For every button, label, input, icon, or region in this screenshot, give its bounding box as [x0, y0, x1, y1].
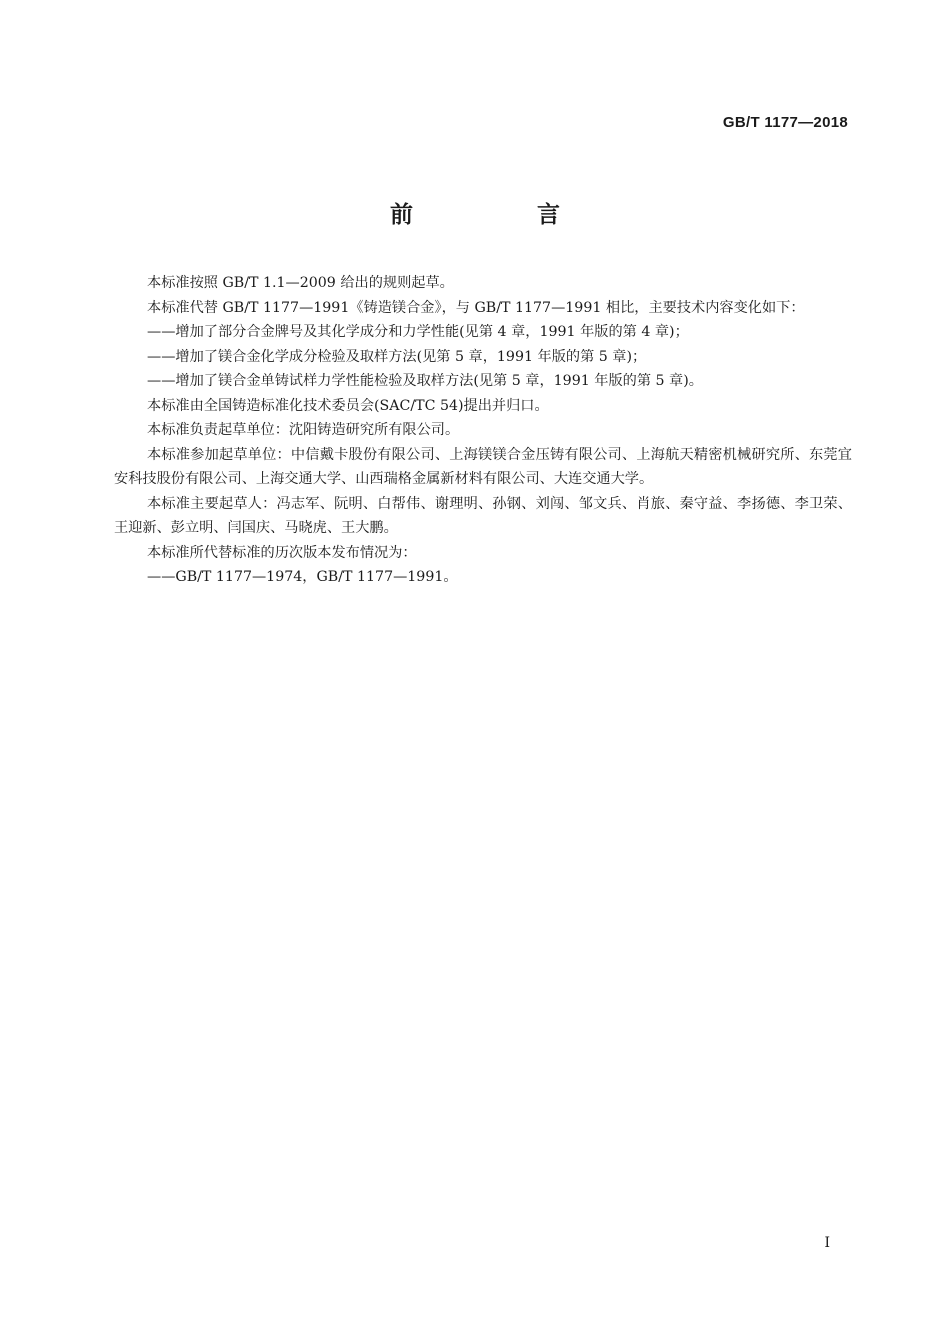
paragraph-responsible-unit: 本标准负责起草单位：沈阳铸造研究所有限公司。	[147, 422, 460, 438]
paragraph-change-item: ——增加了部分合金牌号及其化学成分和力学性能(见第 4 章，1991 年版的第 4 章)；	[147, 324, 689, 340]
paragraph-history-item: ——GB/T 1177—1974，GB/T 1177—1991。	[147, 569, 458, 585]
paragraph-drafting-rules: 本标准按照 GB/T 1.1—2009 给出的规则起草。	[147, 275, 454, 291]
foreword-body	[114, 271, 852, 590]
paragraph-change-item: ——增加了镁合金单铸试样力学性能检验及取样方法(见第 5 章，1991 年版的第 5 章)。	[147, 373, 703, 389]
paragraph-change-item: ——增加了镁合金化学成分检验及取样方法(见第 5 章，1991 年版的第 5 章)；	[147, 348, 647, 365]
paragraph-main-drafters: 本标准主要起草人：冯志军、阮明、白帮伟、谢理明、孙钢、刘闯、邹文兵、肖旅、秦守益、李扬德、李卫荣、王迎新、彭立明、闫国庆、马晓虎、王大鹏。	[114, 495, 852, 536]
page-title: 前 言	[389, 202, 618, 228]
paragraph-history-intro: 本标准所代替标准的历次版本发布情况为：	[147, 544, 417, 561]
standard-code-header: GB/T 1177—2018	[722, 114, 848, 131]
page-number: I	[824, 1235, 830, 1251]
paragraph-replaces-standard: 本标准代替 GB/T 1177—1991《铸造镁合金》，与 GB/T 1177—1991 相比，主要技术内容变化如下：	[147, 299, 805, 316]
paragraph-proposed-by: 本标准由全国铸造标准化技术委员会(SAC/TC 54)提出并归口。	[147, 397, 549, 414]
paragraph-participating-units: 本标准参加起草单位：中信戴卡股份有限公司、上海镁镁合金压铸有限公司、上海航天精密机械研究所、东莞宜安科技股份有限公司、上海交通大学、山西瑞格金属新材料有限公司、大连交通大学。	[114, 446, 852, 487]
